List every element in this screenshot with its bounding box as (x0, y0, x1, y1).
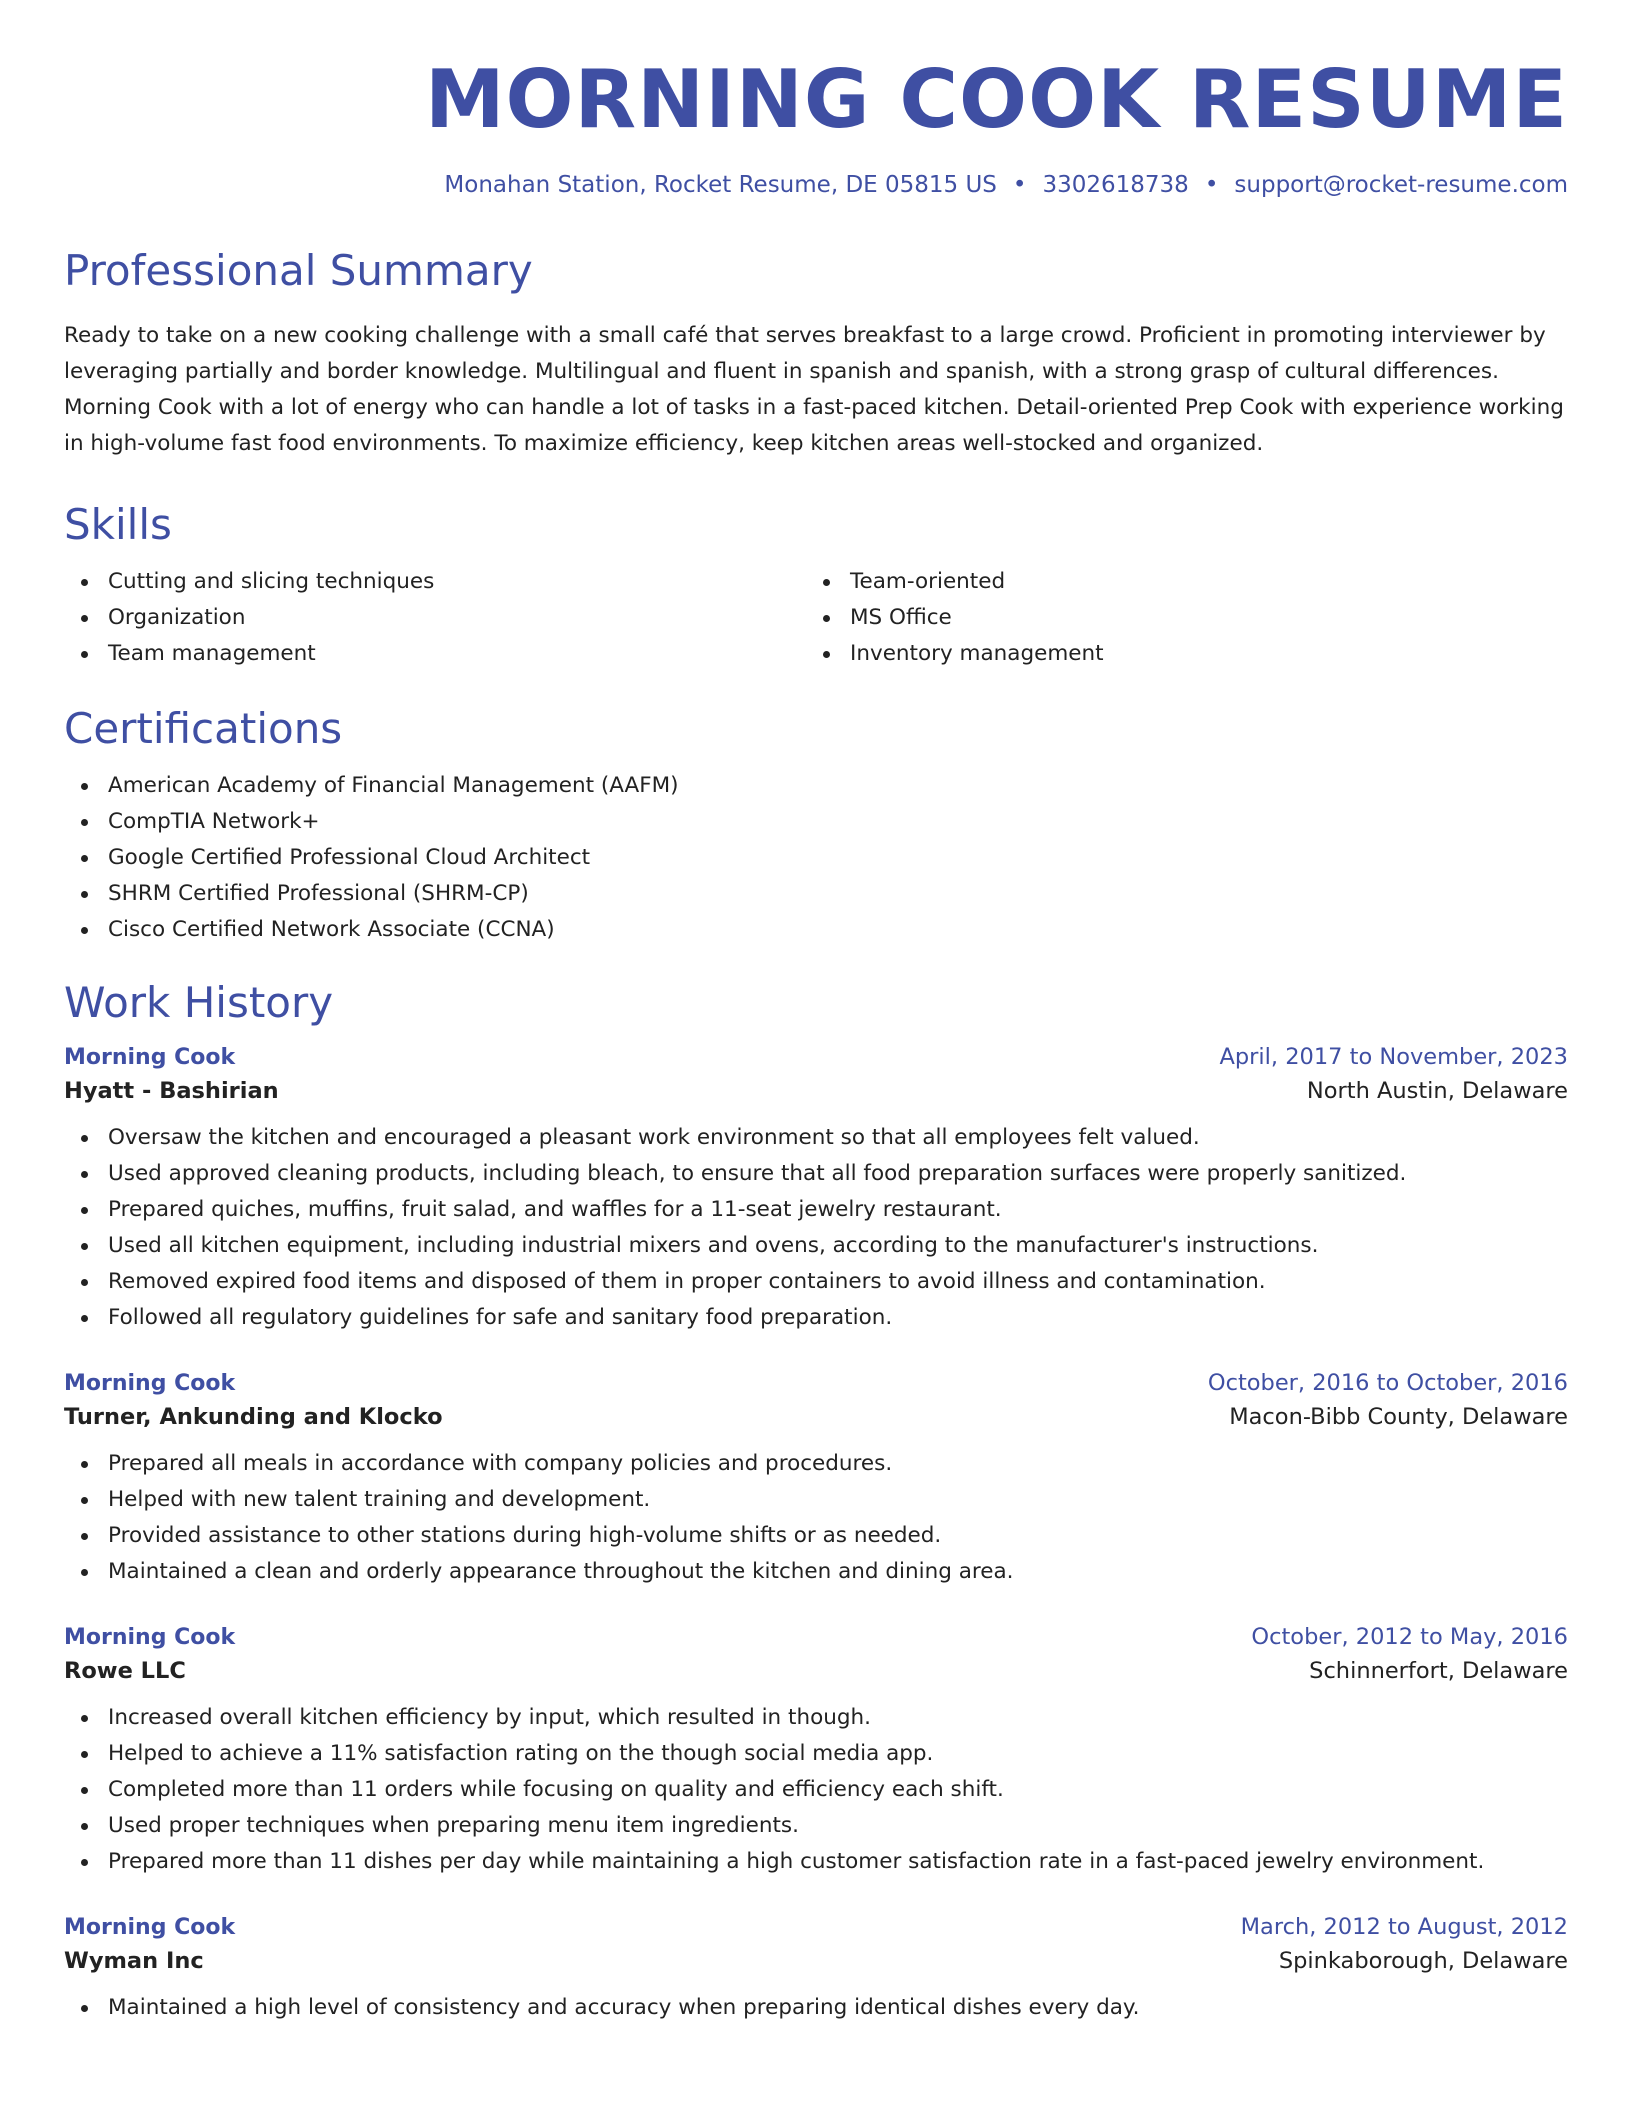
job-dates: March, 2012 to August, 2012 (1240, 1914, 1568, 1940)
skill-item: Cutting and slicing techniques (64, 564, 806, 600)
job-company: Rowe LLC (64, 1658, 186, 1684)
certification-item: CompTIA Network+ (64, 804, 1568, 840)
job-title: Morning Cook (64, 1371, 236, 1396)
skill-item: Inventory management (806, 636, 1548, 672)
section-heading-skills: Skills (64, 500, 172, 549)
job-title: Morning Cook (64, 1625, 236, 1650)
job-header-row (64, 1914, 1568, 1940)
job-bullet: Provided assistance to other stations during high-volume shifts or as needed. (64, 1518, 1568, 1554)
job-company-row (64, 1404, 1568, 1430)
resume-title: MORNING COOK RESUME (424, 53, 1568, 146)
job-header-row (64, 1370, 1568, 1396)
job-company: Wyman Inc (64, 1948, 204, 1974)
job-dates: October, 2016 to October, 2016 (1207, 1370, 1568, 1396)
contact-line (64, 172, 1568, 198)
contact-address: Monahan Station, Rocket Resume, DE 05815 US (444, 172, 997, 198)
skills-list-left (64, 564, 806, 672)
job-company-row (64, 1078, 1568, 1104)
certifications-list (64, 768, 1568, 948)
job-location: Spinkaborough, Delaware (1278, 1948, 1568, 1974)
job-bullet: Used proper techniques when preparing menu item ingredients. (64, 1808, 1568, 1844)
job-dates: April, 2017 to November, 2023 (1219, 1044, 1568, 1070)
job-bullet: Prepared more than 11 dishes per day while maintaining a high customer satisfaction rate in a fast-paced jewelry environment. (64, 1844, 1568, 1880)
contact-separator: • (1204, 172, 1219, 198)
job-bullet: Helped with new talent training and development. (64, 1482, 1568, 1518)
certifications-section (64, 704, 1568, 948)
job-title: Morning Cook (64, 1915, 236, 1940)
certification-item: Cisco Certified Network Associate (CCNA) (64, 912, 1568, 948)
certification-item: SHRM Certified Professional (SHRM-CP) (64, 876, 1568, 912)
job-company: Turner, Ankunding and Klocko (64, 1404, 443, 1430)
job-location: Macon-Bibb County, Delaware (1229, 1404, 1568, 1430)
contact-email[interactable]: support@rocket-resume.com (1234, 172, 1568, 198)
certification-item: Google Certified Professional Cloud Architect (64, 840, 1568, 876)
skill-item: MS Office (806, 600, 1548, 636)
work-history-section (64, 978, 1568, 2026)
job-company-row (64, 1658, 1568, 1684)
job-entry (64, 1624, 1568, 1880)
section-heading-summary: Professional Summary (64, 246, 533, 295)
contact-phone: 3302618738 (1042, 172, 1189, 198)
contact-separator: • (1012, 172, 1027, 198)
job-bullet: Used approved cleaning products, including bleach, to ensure that all food preparation surfaces were properly sanitized. (64, 1156, 1568, 1192)
skill-item: Team-oriented (806, 564, 1548, 600)
professional-summary-section (64, 246, 1568, 462)
certification-item: American Academy of Financial Management (AAFM) (64, 768, 1568, 804)
job-title: Morning Cook (64, 1045, 236, 1070)
skills-list-right (806, 564, 1548, 672)
job-bullet: Maintained a high level of consistency and accuracy when preparing identical dishes every day. (64, 1990, 1568, 2026)
skills-section (64, 500, 1568, 672)
job-bullets (64, 1120, 1568, 1336)
job-header-row (64, 1044, 1568, 1070)
section-heading-work-history: Work History (64, 978, 334, 1027)
job-bullets (64, 1446, 1568, 1590)
job-entry (64, 1370, 1568, 1590)
job-bullets (64, 1700, 1568, 1880)
skill-item: Organization (64, 600, 806, 636)
job-entry (64, 1044, 1568, 1336)
job-entry (64, 1914, 1568, 2026)
job-dates: October, 2012 to May, 2016 (1251, 1624, 1568, 1650)
job-bullets (64, 1990, 1568, 2026)
job-bullet: Prepared quiches, muffins, fruit salad, and waffles for a 11-seat jewelry restaurant. (64, 1192, 1568, 1228)
job-bullet: Increased overall kitchen efficiency by input, which resulted in though. (64, 1700, 1568, 1736)
job-header-row (64, 1624, 1568, 1650)
job-bullet: Removed expired food items and disposed of them in proper containers to avoid illness and contamination. (64, 1264, 1568, 1300)
job-bullet: Helped to achieve a 11% satisfaction rating on the though social media app. (64, 1736, 1568, 1772)
job-bullet: Used all kitchen equipment, including industrial mixers and ovens, according to the manufacturer's instructions. (64, 1228, 1568, 1264)
job-bullet: Completed more than 11 orders while focusing on quality and efficiency each shift. (64, 1772, 1568, 1808)
skill-item: Team management (64, 636, 806, 672)
skills-grid (64, 564, 1568, 672)
job-bullet: Prepared all meals in accordance with company policies and procedures. (64, 1446, 1568, 1482)
summary-text: Ready to take on a new cooking challenge with a small café that serves breakfast to a large crowd. Proficient in promoting interviewer by leveraging partially and border knowledge. Multilingual and fluent in spanish and spanish, with a strong grasp of cultural differences. Morning Cook with a lot of energy who can handle a lot of tasks in a fast-paced kitchen. Detail-oriented Prep Cook with experience working in high-volume fast food environments. To maximize efficiency, keep kitchen areas well-stocked and organized. (64, 323, 1564, 456)
job-bullet: Oversaw the kitchen and encouraged a pleasant work environment so that all employees felt valued. (64, 1120, 1568, 1156)
job-location: Schinnerfort, Delaware (1309, 1658, 1568, 1684)
job-company: Hyatt - Bashirian (64, 1078, 279, 1104)
job-bullet: Followed all regulatory guidelines for safe and sanitary food preparation. (64, 1300, 1568, 1336)
section-heading-certifications: Certifications (64, 704, 343, 753)
job-bullet: Maintained a clean and orderly appearance throughout the kitchen and dining area. (64, 1554, 1568, 1590)
job-location: North Austin, Delaware (1306, 1078, 1568, 1104)
job-company-row (64, 1948, 1568, 1974)
